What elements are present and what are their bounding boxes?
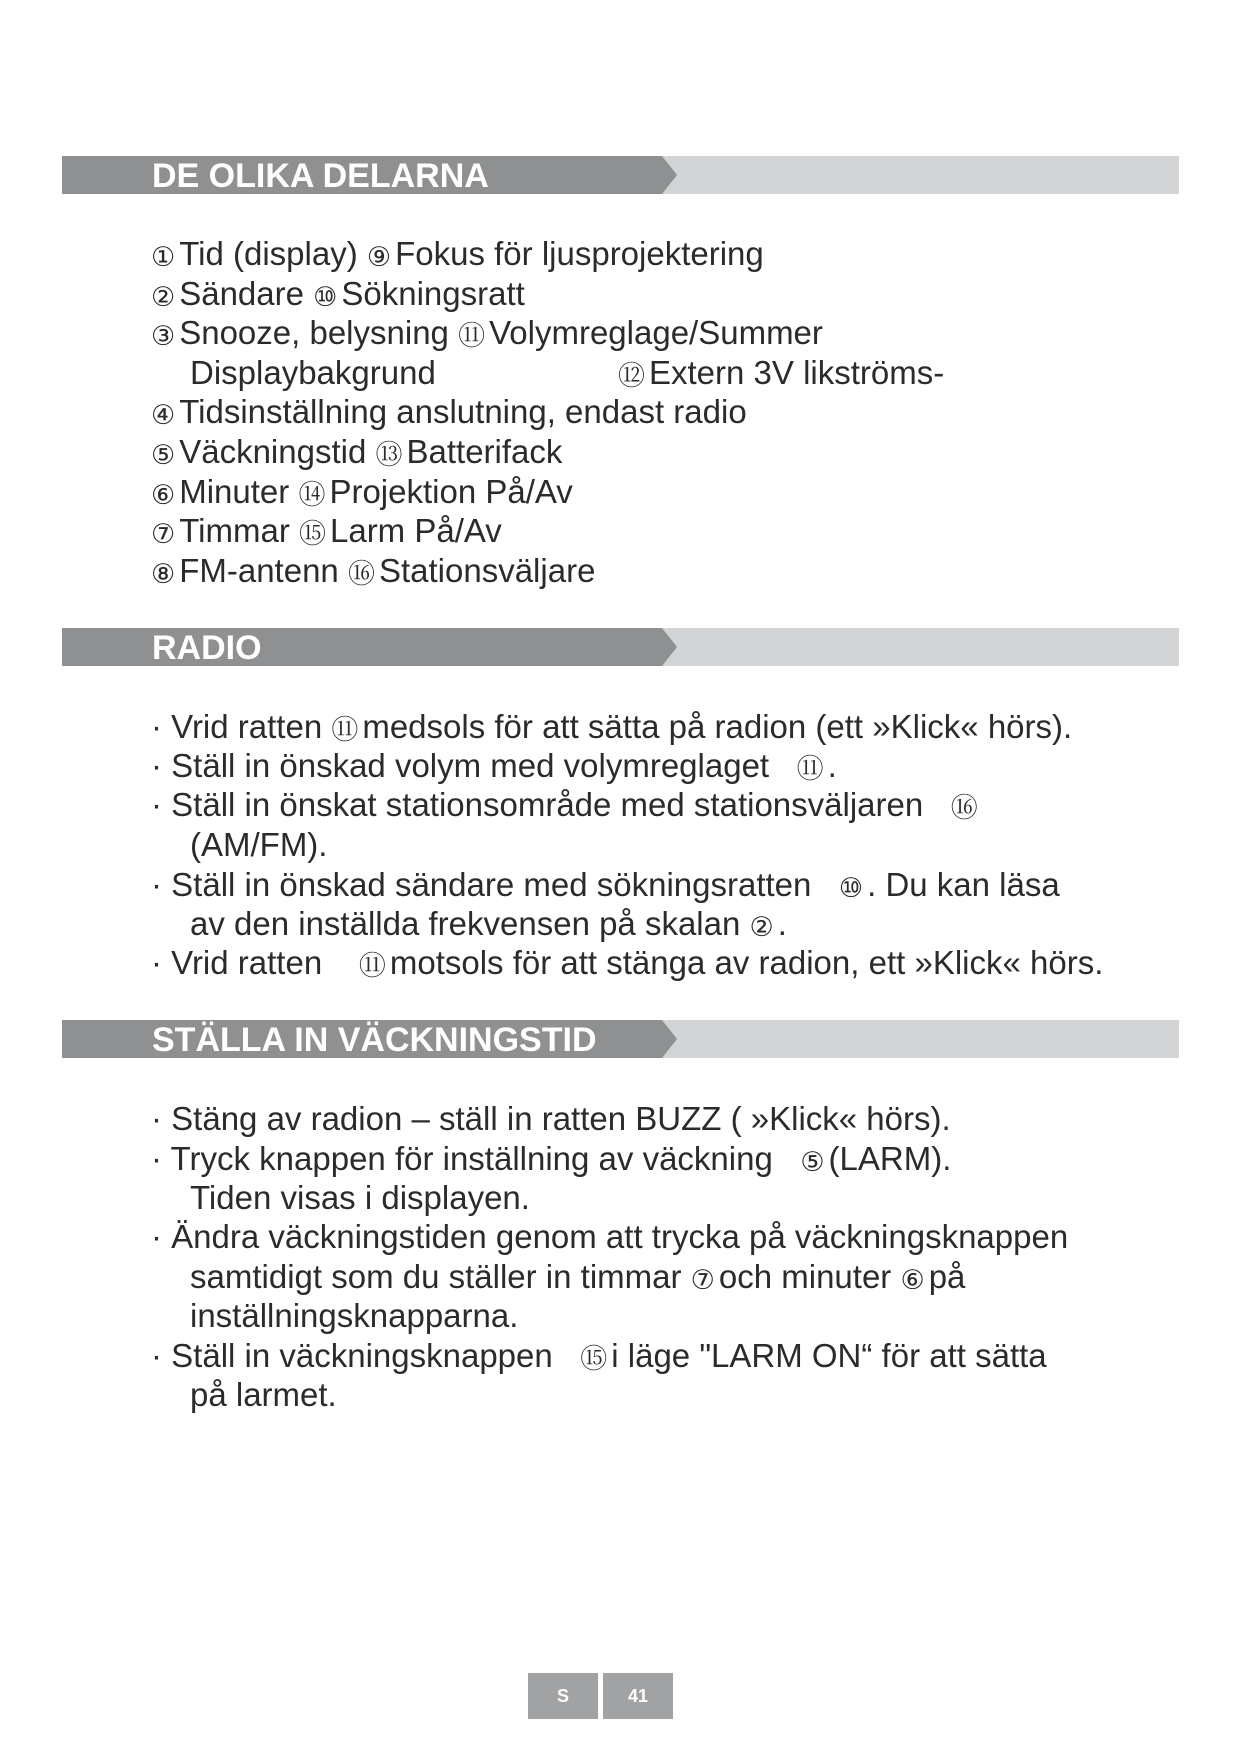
parts-line: Displaybakgrund bbox=[190, 354, 436, 391]
parts-line: ② Sändare ⑩ Sökningsratt bbox=[151, 275, 525, 312]
alarm-line: Tiden visas i displayen. bbox=[190, 1179, 530, 1216]
radio-line: av den inställda frekvensen på skalan ② . bbox=[190, 905, 787, 942]
alarm-line: samtidigt som du ställer in timmar ⑦ och minuter ⑥ på bbox=[190, 1258, 966, 1295]
footer-page-number: 41 bbox=[603, 1673, 673, 1719]
section-header-parts bbox=[62, 156, 1179, 194]
radio-line: · Ställ in önskad sändare med sökningsratten ⑩ . Du kan läsa bbox=[151, 866, 1060, 903]
parts-line: ⑤ Väckningstid ⑬ Batterifack bbox=[151, 433, 563, 470]
radio-line: · Vrid ratten ⑪ medsols för att sätta på radion (ett »Klick« hörs). bbox=[151, 708, 1073, 745]
section-header-radio bbox=[62, 628, 1179, 666]
alarm-line: · Ställ in väckningsknappen ⑮ i läge "LARM ON“ för att sätta bbox=[151, 1337, 1047, 1374]
section-header-alarm bbox=[62, 1020, 1179, 1058]
radio-line: · Vrid ratten ⑪ motsols för att stänga av radion, ett »Klick« hörs. bbox=[151, 944, 1104, 981]
footer-language-box: S bbox=[528, 1673, 598, 1719]
radio-line: · Ställ in önskat stationsområde med stationsväljaren ⑯ bbox=[151, 786, 978, 823]
parts-line: ① Tid (display) ⑨ Fokus för ljusprojektering bbox=[151, 235, 764, 272]
alarm-line: · Stäng av radion – ställ in ratten BUZZ ( »Klick« hörs). bbox=[151, 1100, 951, 1137]
alarm-line: på larmet. bbox=[190, 1376, 337, 1413]
section-title-alarm: STÄLLA IN VÄCKNINGSTID bbox=[152, 1021, 597, 1059]
parts-line: ⑧ FM-antenn ⑯ Stationsväljare bbox=[151, 552, 596, 589]
radio-line: · Ställ in önskad volym med volymreglaget ⑪ . bbox=[151, 747, 837, 784]
parts-line: ⑥ Minuter ⑭ Projektion På/Av bbox=[151, 473, 573, 510]
alarm-line: · Ändra väckningstiden genom att trycka på väckningsknappen bbox=[151, 1218, 1069, 1255]
section-title-radio: RADIO bbox=[152, 629, 262, 667]
radio-line: (AM/FM). bbox=[190, 826, 328, 863]
section-title-parts: DE OLIKA DELARNA bbox=[152, 157, 489, 195]
parts-line: ⑫ Extern 3V likströms- bbox=[618, 354, 945, 391]
alarm-line: inställningsknapparna. bbox=[190, 1297, 519, 1334]
alarm-line: · Tryck knappen för inställning av väckning ⑤ (LARM). bbox=[151, 1140, 952, 1177]
parts-line: ⑦ Timmar ⑮ Larm På/Av bbox=[151, 512, 502, 549]
parts-line: ④ Tidsinställning anslutning, endast radio bbox=[151, 393, 747, 430]
parts-line: ③ Snooze, belysning ⑪ Volymreglage/Summer bbox=[151, 314, 823, 351]
